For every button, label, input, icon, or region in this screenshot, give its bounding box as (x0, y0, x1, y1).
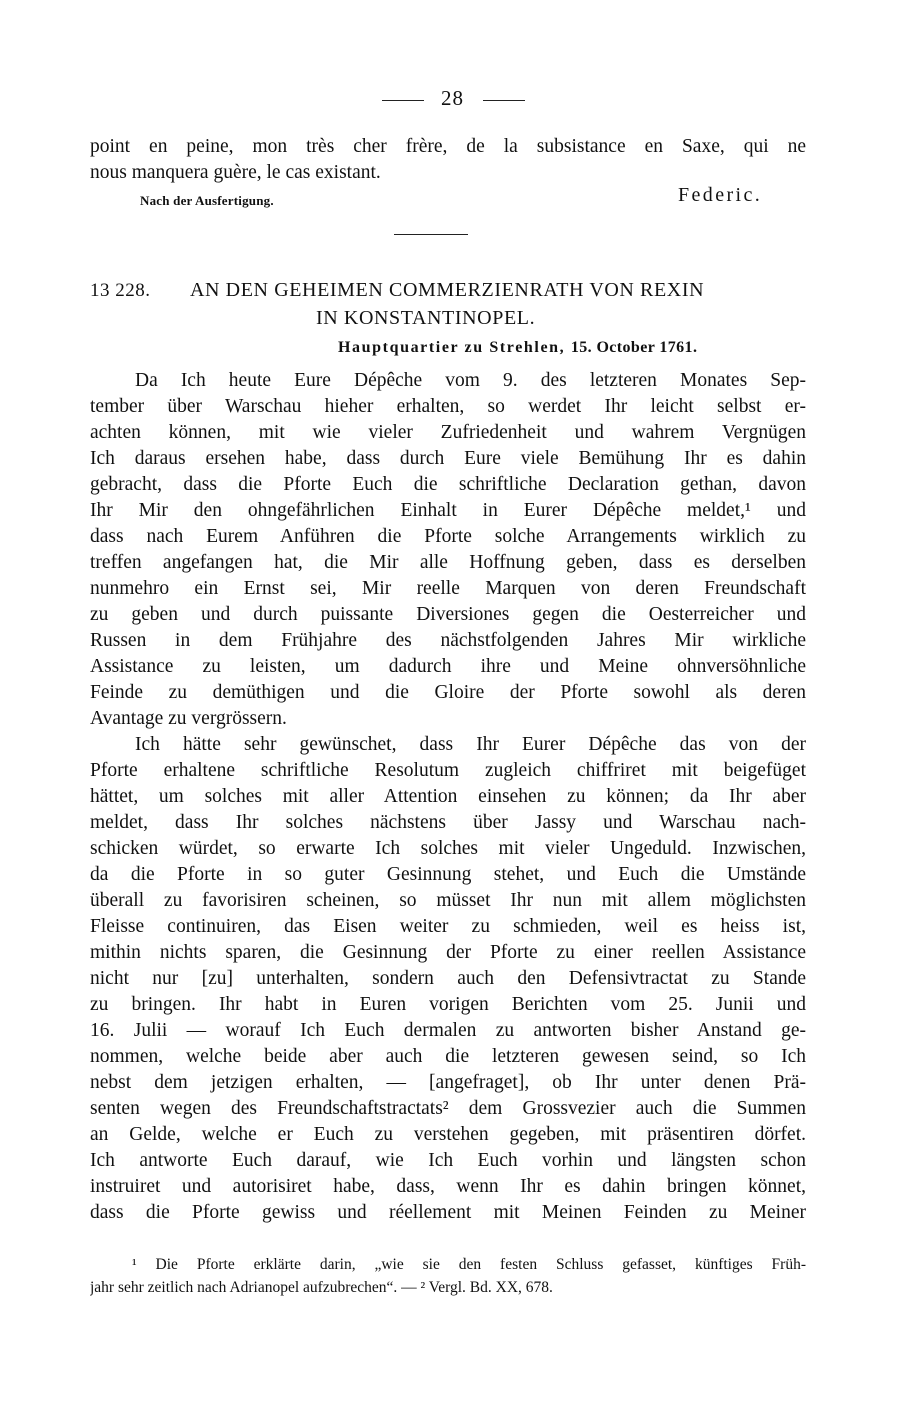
body-line: nicht nur [zu] unterhalten, sondern auch den Defensivtractat zu Stande (90, 968, 806, 989)
body-line: Da Ich heute Eure Dépêche vom 9. des letzteren Monates Sep- (135, 370, 806, 391)
body-line: 16. Julii — worauf Ich Euch dermalen zu antworten bisher Anstand ge- (90, 1020, 806, 1041)
body-line: dass die Pforte gewiss und réellement mit Meinen Feinden zu Meiner (90, 1202, 806, 1223)
body-line: hättet, um solches mit aller Attention einsehen zu können; da Ihr aber (90, 786, 806, 807)
body-line: Avantage zu vergrössern. (90, 708, 287, 729)
previous-letter-line-1: point en peine, mon très cher frère, de la subsistance en Saxe, qui ne (90, 136, 806, 157)
section-separator (394, 234, 468, 235)
body-line: Pforte erhaltene schriftliche Resolutum zugleich chiffriret mit beigefüget (90, 760, 806, 781)
source-note: Nach der Ausfertigung. (140, 193, 274, 208)
body-line: zu geben und durch puissante Diversiones gegen die Oesterreicher und (90, 604, 806, 625)
body-line: Russen in dem Frühjahre des nächstfolgenden Jahres Mir wirkliche (90, 630, 806, 651)
body-line: Ich daraus ersehen habe, dass durch Eure viele Bemühung Ihr es dahin (90, 448, 806, 469)
body-line: zu bringen. Ihr habt in Euren vorigen Berichten vom 25. Junii und (90, 994, 806, 1015)
body-line: Ich antworte Euch darauf, wie Ich Euch vorhin und längsten schon (90, 1150, 806, 1171)
body-line: mithin nichts sparen, die Gesinnung der Pforte zu einer reellen Assistance (90, 942, 806, 963)
body-line: treffen angefangen hat, die Mir alle Hoffnung geben, dass es derselben (90, 552, 806, 573)
body-line: nunmehro ein Ernst sei, Mir reelle Marquen von deren Freundschaft (90, 578, 806, 599)
body-line: gebracht, dass die Pforte Euch die schriftliche Declaration gethan, davon (90, 474, 806, 495)
body-line: nommen, welche beide aber auch die letzteren gewesen seind, so Ich (90, 1046, 806, 1067)
body-line: schicken würdet, so erwarte Ich solches mit vieler Ungeduld. Inzwischen, (90, 838, 806, 859)
body-line: instruiret und autorisiret habe, dass, wenn Ihr es dahin bringen könnet, (90, 1176, 806, 1197)
body-line: an Gelde, welche er Euch zu verstehen gegeben, mit präsentiren dörfet. (90, 1124, 806, 1145)
body-line: Assistance zu leisten, um dadurch ihre und Meine ohnversöhnliche (90, 656, 806, 677)
body-line: Feinde zu demüthigen und die Gloire der Pforte sowohl als deren (90, 682, 806, 703)
letter-heading-line-1: AN DEN GEHEIMEN COMMERZIENRATH VON REXIN (190, 279, 705, 301)
footnote-line-2: jahr sehr zeitlich nach Adrianopel aufzubrechen“. — ² Vergl. Bd. XX, 678. (90, 1279, 553, 1296)
body-line: Ich hätte sehr gewünschet, dass Ihr Eurer Dépêche das von der (135, 734, 806, 755)
body-line: Fleisse continuiren, das Eisen weiter zu schmieden, weil es heiss ist, (90, 916, 806, 937)
dateline-place: Hauptquartier zu Strehlen, (338, 339, 566, 356)
previous-letter-line-2: nous manquera guère, le cas existant. (90, 162, 381, 183)
header-dash-right (483, 100, 525, 101)
body-line: achten können, mit wie vieler Zufriedenheit und wahrem Vergnügen (90, 422, 806, 443)
footnote-line-1: ¹ Die Pforte erklärte darin, „wie sie den festen Schluss gefasset, künftiges Früh- (132, 1256, 806, 1273)
letter-number: 13 228. (90, 280, 151, 301)
body-line: Ihr Mir den ohngefährlichen Einhalt in Eurer Dépêche meldet,¹ und (90, 500, 806, 521)
body-line: meldet, dass Ihr solches nächstens über Jassy und Warschau nach- (90, 812, 806, 833)
header-dash-left (382, 100, 424, 101)
body-line: da die Pforte in so guter Gesinnung stehet, und Euch die Umstände (90, 864, 806, 885)
dateline-date: 15. October 1761. (570, 339, 698, 356)
body-line: überall zu favorisiren scheinen, so müsset Ihr nun mit allem möglichsten (90, 890, 806, 911)
body-line: senten wegen des Freundschaftstractats² dem Grossvezier auch die Summen (90, 1098, 806, 1119)
dateline (338, 339, 697, 357)
page-header (0, 86, 900, 116)
letter-heading-line-2: IN KONSTANTINOPEL. (316, 307, 536, 329)
page-number: 28 (441, 86, 464, 110)
body-line: tember über Warschau hieher erhalten, so werdet Ihr leicht selbst er- (90, 396, 806, 417)
body-line: nebst dem jetzigen erhalten, — [angefraget], ob Ihr unter denen Prä- (90, 1072, 806, 1093)
signature: Federic. (678, 184, 763, 206)
body-line: dass nach Eurem Anführen die Pforte solche Arrangements wirklich zu (90, 526, 806, 547)
